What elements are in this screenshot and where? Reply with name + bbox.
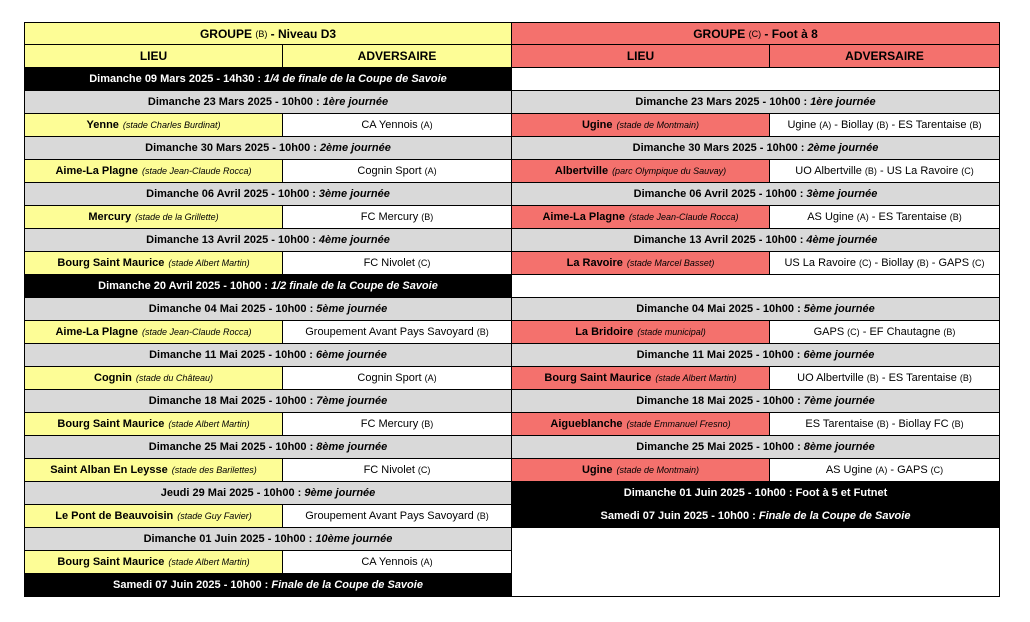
round-label: 1/2 finale de la Coupe de Savoie — [270, 280, 438, 292]
team-name: Cognin Sport — [357, 372, 422, 384]
round-row — [24, 137, 512, 160]
team-group: (A) — [424, 166, 437, 176]
opponent-cell — [770, 321, 999, 343]
opponent-cell — [283, 459, 511, 481]
round-label: 8ème journée — [316, 441, 388, 453]
separator: - — [928, 257, 939, 269]
venue-cell — [25, 551, 283, 573]
round-label: Finale de la Coupe de Savoie — [271, 579, 423, 591]
date-cell — [25, 574, 511, 596]
venue-club: Cognin — [94, 372, 132, 384]
round-label: 6ème journée — [803, 349, 875, 361]
team-group: (B) — [876, 120, 889, 130]
venue-stadium: (stade Emmanuel Fresno) — [626, 419, 731, 429]
date-cell — [512, 137, 999, 159]
venue-stadium: (stade Charles Burdinat) — [122, 120, 221, 130]
opponent-cell — [283, 367, 511, 389]
venue-cell — [25, 505, 283, 527]
group-c-col-adversaire: ADVERSAIRE — [845, 49, 924, 63]
separator: - — [868, 211, 879, 223]
round-label: 7ème journée — [803, 395, 875, 407]
date-text: Dimanche 23 Mars 2025 - 10h00 : — [147, 96, 320, 108]
venue-cell — [512, 114, 770, 136]
date-text: Dimanche 18 Mai 2025 - 10h00 : — [636, 395, 801, 407]
venue-stadium: (stade Jean-Claude Rocca) — [141, 327, 252, 337]
team-name: Cognin Sport — [357, 165, 422, 177]
date-text: Dimanche 23 Mars 2025 - 10h00 : — [635, 96, 808, 108]
team-group: (B) — [866, 373, 879, 383]
team-name: FC Nivolet — [363, 257, 415, 269]
venue-club: Ugine — [581, 464, 613, 476]
round-row — [24, 344, 512, 367]
team-group: (B) — [949, 212, 962, 222]
round-label: 9ème journée — [304, 487, 376, 499]
separator: - — [887, 464, 898, 476]
round-row — [24, 390, 512, 413]
date-text: Dimanche 18 Mai 2025 - 10h00 : — [148, 395, 314, 407]
group-b-header-row — [24, 45, 512, 68]
venue-club: Bourg Saint Maurice — [57, 418, 165, 430]
team-group: (B) — [476, 327, 489, 337]
group-c-col-lieu: LIEU — [512, 45, 770, 67]
opponent-cell — [770, 114, 999, 136]
team-group: (B) — [959, 373, 972, 383]
venue-stadium: (stade des Barilettes) — [171, 465, 257, 475]
match-row — [24, 114, 512, 137]
match-row — [24, 505, 512, 528]
group-b-title-row — [24, 22, 512, 45]
opponent-cell — [770, 160, 999, 182]
date-text: Dimanche 30 Mars 2025 - 10h00 : — [145, 142, 317, 154]
team-group: (B) — [916, 258, 929, 268]
team-name: US La Ravoire — [784, 257, 856, 269]
group-c-title: GROUPE (C) - Foot à 8 — [693, 26, 818, 41]
date-text: Samedi 07 Juin 2025 - 10h00 : — [600, 510, 756, 522]
venue-stadium: (stade Albert Martin) — [168, 419, 250, 429]
match-row — [512, 459, 1000, 482]
match-row — [512, 252, 1000, 275]
venue-stadium: (stade Albert Martin) — [655, 373, 737, 383]
round-row — [512, 91, 1000, 114]
venue-club: La Bridoire — [575, 326, 634, 338]
venue-cell — [25, 459, 283, 481]
group-c-column — [512, 22, 1000, 597]
venue-club: Albertville — [554, 165, 609, 177]
date-cell — [512, 344, 999, 366]
date-cell — [512, 229, 999, 251]
round-row — [24, 229, 512, 252]
round-label: 3ème journée — [318, 188, 390, 200]
venue-stadium: (stade Guy Favier) — [177, 511, 252, 521]
team-group: (B) — [864, 166, 877, 176]
team-name: FC Nivolet — [363, 464, 415, 476]
round-label: 4ème journée — [318, 234, 390, 246]
venue-stadium: (parc Olympique du Sauvay) — [612, 166, 727, 176]
date-cell — [512, 390, 999, 412]
date-cell — [512, 298, 999, 320]
date-text: Dimanche 11 Mai 2025 - 10h00 : — [149, 349, 313, 361]
team-group: (A) — [420, 120, 433, 130]
team-name: FC Mercury — [360, 211, 419, 223]
match-row — [24, 252, 512, 275]
match-row — [24, 160, 512, 183]
team-group: (C) — [417, 258, 431, 268]
date-cell — [25, 91, 511, 113]
match-row — [512, 367, 1000, 390]
date-text: Dimanche 04 Mai 2025 - 10h00 : — [148, 303, 314, 315]
round-label: Finale de la Coupe de Savoie — [758, 510, 911, 522]
date-cell — [25, 298, 511, 320]
round-row — [512, 390, 1000, 413]
match-row — [24, 367, 512, 390]
date-cell — [25, 482, 511, 504]
team-group: (A) — [424, 373, 437, 383]
date-text: Dimanche 20 Avril 2025 - 10h00 : — [98, 280, 268, 292]
venue-stadium: (stade municipal) — [637, 327, 706, 337]
group-b-column — [24, 22, 512, 597]
round-label: 5ème journée — [316, 303, 388, 315]
opponent-cell — [283, 160, 511, 182]
team-name: ES Tarentaise — [898, 119, 967, 131]
team-name: GAPS — [938, 257, 970, 269]
match-row — [512, 413, 1000, 436]
date-text: Dimanche 06 Avril 2025 - 10h00 : — [146, 188, 316, 200]
team-group: (B) — [421, 212, 434, 222]
date-text: Dimanche 25 Mai 2025 - 10h00 : — [636, 441, 801, 453]
round-label: 8ème journée — [803, 441, 875, 453]
team-name: UO Albertville — [797, 372, 864, 384]
date-cell — [25, 68, 511, 90]
opponent-cell — [770, 459, 999, 481]
round-row — [24, 183, 512, 206]
round-row — [512, 298, 1000, 321]
date-cell — [25, 275, 511, 297]
team-name: FC Mercury — [360, 418, 419, 430]
team-name: EF Chautagne — [869, 326, 941, 338]
match-row — [512, 206, 1000, 229]
venue-stadium: (stade du Château) — [135, 373, 213, 383]
venue-cell — [25, 252, 283, 274]
team-group: (A) — [420, 557, 433, 567]
round-row — [512, 229, 1000, 252]
event-row — [512, 482, 1000, 505]
round-label: 3ème journée — [806, 188, 878, 200]
separator: - — [831, 119, 842, 131]
round-row — [512, 183, 1000, 206]
date-cell — [512, 505, 999, 527]
match-row — [24, 321, 512, 344]
team-name: UO Albertville — [795, 165, 862, 177]
separator: - — [859, 326, 870, 338]
venue-cell — [25, 160, 283, 182]
venue-cell — [512, 459, 770, 481]
group-c-header-row — [512, 45, 1000, 68]
group-b-title: GROUPE (B) - Niveau D3 — [199, 26, 337, 41]
venue-cell — [512, 413, 770, 435]
venue-club: Aigueblanche — [550, 418, 623, 430]
match-row — [24, 206, 512, 229]
team-name: Ugine — [787, 119, 817, 131]
team-name: ES Tarentaise — [878, 211, 947, 223]
round-row — [24, 482, 512, 505]
opponent-cell — [283, 551, 511, 573]
date-cell — [25, 137, 511, 159]
team-group: (B) — [421, 419, 434, 429]
opponent-cell — [283, 252, 511, 274]
venue-cell — [25, 367, 283, 389]
date-cell — [512, 91, 999, 113]
opponent-cell — [770, 413, 999, 435]
opponent-cell — [770, 206, 999, 228]
opponent-cell — [770, 252, 999, 274]
round-row — [512, 436, 1000, 459]
venue-cell — [25, 413, 283, 435]
venue-stadium: (stade Albert Martin) — [168, 258, 250, 268]
round-row — [24, 528, 512, 551]
match-row — [512, 160, 1000, 183]
venue-club: Mercury — [88, 211, 132, 223]
date-text: Dimanche 04 Mai 2025 - 10h00 : — [636, 303, 801, 315]
team-name: GAPS — [897, 464, 928, 476]
venue-club: Le Pont de Beauvoisin — [55, 510, 174, 522]
team-name: ES Tarentaise — [805, 418, 874, 430]
team-name: ES Tarentaise — [888, 372, 957, 384]
round-label: 6ème journée — [315, 349, 387, 361]
separator: - — [888, 418, 899, 430]
venue-cell — [25, 206, 283, 228]
team-name: Biollay — [841, 119, 874, 131]
group-b-col-adversaire: ADVERSAIRE — [357, 49, 437, 63]
venue-cell — [512, 367, 770, 389]
venue-stadium: (stade Albert Martin) — [168, 557, 250, 567]
round-row — [24, 436, 512, 459]
venue-cell — [512, 160, 770, 182]
date-cell — [25, 229, 511, 251]
round-label: 1ère journée — [322, 96, 389, 108]
round-label: 2ème journée — [807, 142, 879, 154]
team-name: Biollay — [881, 257, 914, 269]
venue-club: Bourg Saint Maurice — [57, 257, 165, 269]
date-cell — [512, 183, 999, 205]
venue-cell — [512, 321, 770, 343]
empty-row — [512, 275, 1000, 298]
team-group: (B) — [943, 327, 956, 337]
group-b-rows — [24, 68, 512, 597]
team-group: (B) — [876, 419, 889, 429]
group-c-rows — [512, 68, 1000, 597]
opponent-cell — [283, 321, 511, 343]
date-cell — [512, 436, 999, 458]
venue-club: La Ravoire — [566, 257, 623, 269]
date-text: Dimanche 06 Avril 2025 - 10h00 : — [633, 188, 804, 200]
match-row — [24, 413, 512, 436]
date-text: Dimanche 30 Mars 2025 - 10h00 : — [632, 142, 805, 154]
opponent-cell — [283, 505, 511, 527]
team-name: Groupement Avant Pays Savoyard — [305, 326, 474, 338]
date-text: Samedi 07 Juin 2025 - 10h00 : — [113, 579, 269, 591]
opponent-cell — [283, 413, 511, 435]
separator: - — [878, 372, 889, 384]
round-row — [24, 298, 512, 321]
team-group: (A) — [875, 465, 888, 475]
team-name: US La Ravoire — [886, 165, 959, 177]
venue-cell — [25, 321, 283, 343]
date-text: Jeudi 29 Mai 2025 - 10h00 : — [160, 487, 302, 499]
team-group: (C) — [859, 258, 872, 268]
date-text: Dimanche 13 Avril 2025 - 10h00 : — [633, 234, 804, 246]
separator: - — [871, 257, 882, 269]
date-text: Dimanche 13 Avril 2025 - 10h00 : — [146, 234, 316, 246]
round-label: 1ère journée — [810, 96, 876, 108]
team-group: (A) — [856, 212, 869, 222]
team-group: (A) — [819, 120, 832, 130]
date-text: Dimanche 01 Juin 2025 - 10h00 : — [143, 533, 313, 545]
round-label: 5ème journée — [803, 303, 875, 315]
match-row — [24, 551, 512, 574]
team-name: CA Yennois — [361, 556, 418, 568]
date-cell — [25, 344, 511, 366]
venue-stadium: (stade Jean-Claude Rocca) — [141, 166, 252, 176]
team-group: (C) — [961, 166, 974, 176]
team-group: (B) — [476, 511, 489, 521]
team-group: (C) — [417, 465, 431, 475]
empty-row — [512, 68, 1000, 91]
team-group: (C) — [930, 465, 944, 475]
date-cell — [25, 183, 511, 205]
venue-club: Saint Alban En Leysse — [50, 464, 168, 476]
team-name: CA Yennois — [361, 119, 418, 131]
team-name: AS Ugine — [807, 211, 854, 223]
date-cell — [25, 528, 511, 550]
venue-club: Ugine — [581, 119, 613, 131]
venue-club: Bourg Saint Maurice — [57, 556, 165, 568]
venue-stadium: (stade de Montmain) — [616, 465, 700, 475]
cup-row — [24, 275, 512, 298]
round-label: 7ème journée — [316, 395, 388, 407]
venue-stadium: (stade de la Grillette) — [135, 212, 219, 222]
event-text: Dimanche 01 Juin 2025 - 10h00 : Foot à 5 et Futnet — [623, 487, 888, 499]
cup-row — [512, 505, 1000, 528]
round-label: 10ème journée — [315, 533, 393, 545]
venue-club: Aime-La Plagne — [55, 165, 138, 177]
round-label: 4ème journée — [806, 234, 878, 246]
team-name: Biollay FC — [898, 418, 949, 430]
cup-row — [24, 574, 512, 597]
group-b-col-lieu: LIEU — [25, 45, 283, 67]
team-name: GAPS — [813, 326, 845, 338]
round-label: 1/4 de finale de la Coupe de Savoie — [264, 73, 447, 85]
venue-club: Aime-La Plagne — [55, 326, 138, 338]
date-cell — [25, 390, 511, 412]
venue-cell — [512, 206, 770, 228]
team-group: (C) — [847, 327, 860, 337]
cup-row — [24, 68, 512, 91]
venue-cell — [25, 114, 283, 136]
date-text: Dimanche 09 Mars 2025 - 14h30 : — [89, 73, 261, 85]
date-text: Dimanche 11 Mai 2025 - 10h00 : — [636, 349, 801, 361]
separator: - — [888, 119, 899, 131]
venue-stadium: (stade Jean-Claude Rocca) — [628, 212, 739, 222]
opponent-cell — [283, 114, 511, 136]
team-group: (B) — [951, 419, 964, 429]
round-row — [512, 137, 1000, 160]
team-group: (B) — [969, 120, 982, 130]
date-cell — [25, 436, 511, 458]
match-row — [512, 114, 1000, 137]
date-text: Dimanche 25 Mai 2025 - 10h00 : — [148, 441, 314, 453]
team-name: AS Ugine — [825, 464, 873, 476]
venue-stadium: (stade Marcel Basset) — [626, 258, 715, 268]
empty-fill — [512, 528, 1000, 597]
round-row — [512, 344, 1000, 367]
venue-stadium: (stade de Montmain) — [616, 120, 700, 130]
group-c-title-row — [512, 22, 1000, 45]
opponent-cell — [283, 206, 511, 228]
round-label: 2ème journée — [319, 142, 391, 154]
opponent-cell — [770, 367, 999, 389]
venue-club: Aime-La Plagne — [542, 211, 625, 223]
team-group: (C) — [972, 258, 985, 268]
round-row — [24, 91, 512, 114]
venue-club: Bourg Saint Maurice — [544, 372, 652, 384]
venue-cell — [512, 252, 770, 274]
match-row — [512, 321, 1000, 344]
team-name: Groupement Avant Pays Savoyard — [305, 510, 474, 522]
separator: - — [876, 165, 887, 177]
venue-club: Yenne — [86, 119, 119, 131]
match-row — [24, 459, 512, 482]
